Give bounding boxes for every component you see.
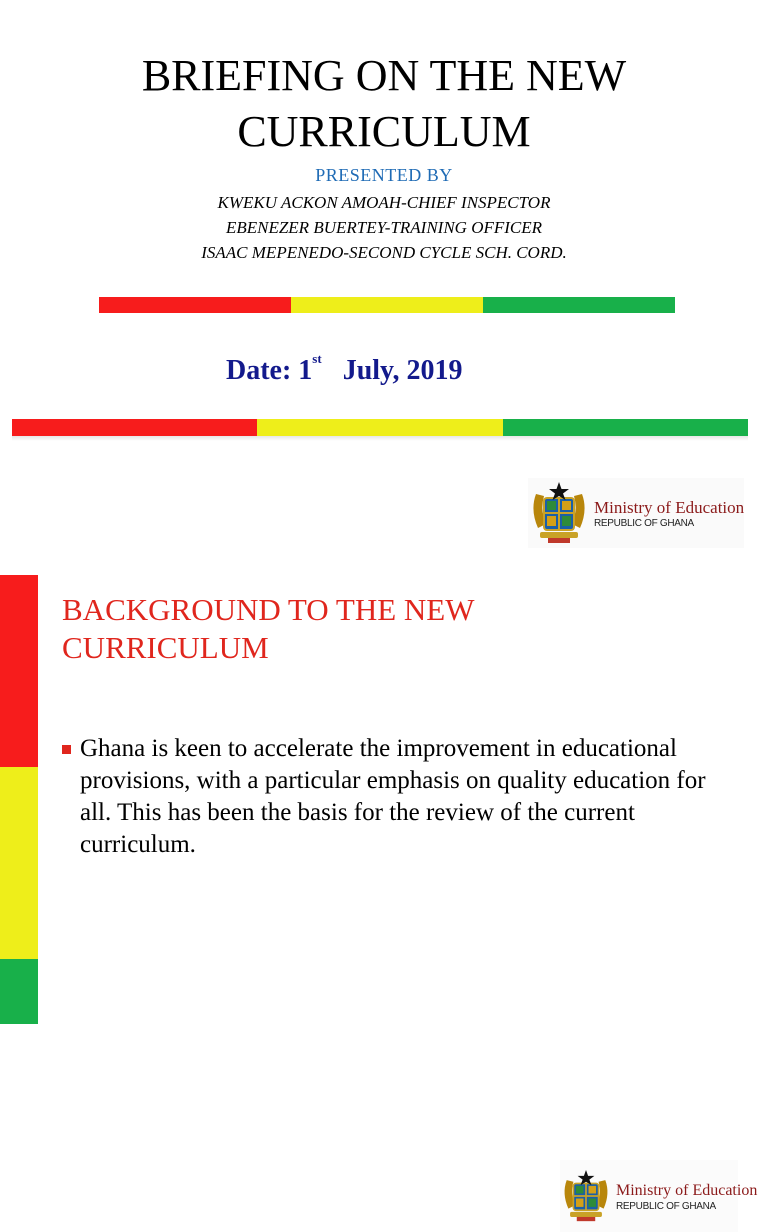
presenter-3: ISAAC MEPENEDO-SECOND CYCLE SCH. CORD. bbox=[201, 243, 567, 262]
presented-by-label: PRESENTED BY bbox=[315, 165, 453, 185]
presenters-list bbox=[0, 190, 768, 265]
date-ordinal: st bbox=[312, 350, 322, 366]
slide-heading-line-2: CURRICULUM bbox=[62, 630, 269, 665]
ministry-name: Ministry of Education bbox=[594, 497, 745, 517]
stripe-green bbox=[503, 419, 748, 436]
date-month-year: July, 2019 bbox=[342, 355, 463, 386]
bullet-text: Ghana is keen to accelerate the improvement in educational provisions, with a particular emphasis on quality education for all. This has been the basis for the review of the current curriculum. bbox=[80, 735, 706, 858]
background-slide bbox=[0, 575, 768, 1212]
stripe-green bbox=[483, 297, 675, 313]
presenter-1: KWEKU ACKON AMOAH-CHIEF INSPECTOR bbox=[217, 193, 551, 212]
bullet-square-icon bbox=[62, 745, 71, 754]
ministry-country: REPUBLIC OF GHANA bbox=[594, 517, 694, 529]
slide-heading bbox=[62, 591, 542, 667]
ministry-logo bbox=[528, 478, 744, 548]
ghana-coat-of-arms-icon bbox=[528, 480, 590, 546]
stripe-yellow bbox=[257, 419, 502, 436]
flag-stripe-top bbox=[99, 297, 675, 313]
slide-title-line-1: BRIEFING ON THE NEW bbox=[141, 51, 627, 100]
ministry-country: REPUBLIC OF GHANA bbox=[616, 1200, 716, 1212]
presentation-date bbox=[226, 350, 463, 387]
date-label: Date: 1 bbox=[226, 355, 313, 386]
side-flag-bar bbox=[0, 575, 38, 1024]
title-slide bbox=[0, 0, 768, 560]
ghana-coat-of-arms-icon bbox=[560, 1164, 612, 1228]
slide-title bbox=[0, 48, 768, 160]
slide-title-line-2: CURRICULUM bbox=[237, 107, 531, 156]
presenter-2: EBENEZER BUERTEY-TRAINING OFFICER bbox=[225, 218, 543, 237]
stripe-yellow bbox=[291, 297, 483, 313]
side-stripe-yellow bbox=[0, 767, 38, 959]
stripe-red bbox=[12, 419, 257, 436]
stripe-shadow bbox=[12, 436, 748, 441]
side-stripe-red bbox=[0, 575, 38, 767]
bullet-item bbox=[62, 733, 742, 861]
flag-stripe-bottom bbox=[12, 419, 748, 436]
slide-heading-line-1: BACKGROUND TO THE NEW bbox=[62, 592, 475, 627]
ministry-logo bbox=[560, 1160, 758, 1232]
ministry-name: Ministry of Education bbox=[616, 1181, 758, 1199]
stripe-red bbox=[99, 297, 291, 313]
side-stripe-green bbox=[0, 959, 38, 1024]
